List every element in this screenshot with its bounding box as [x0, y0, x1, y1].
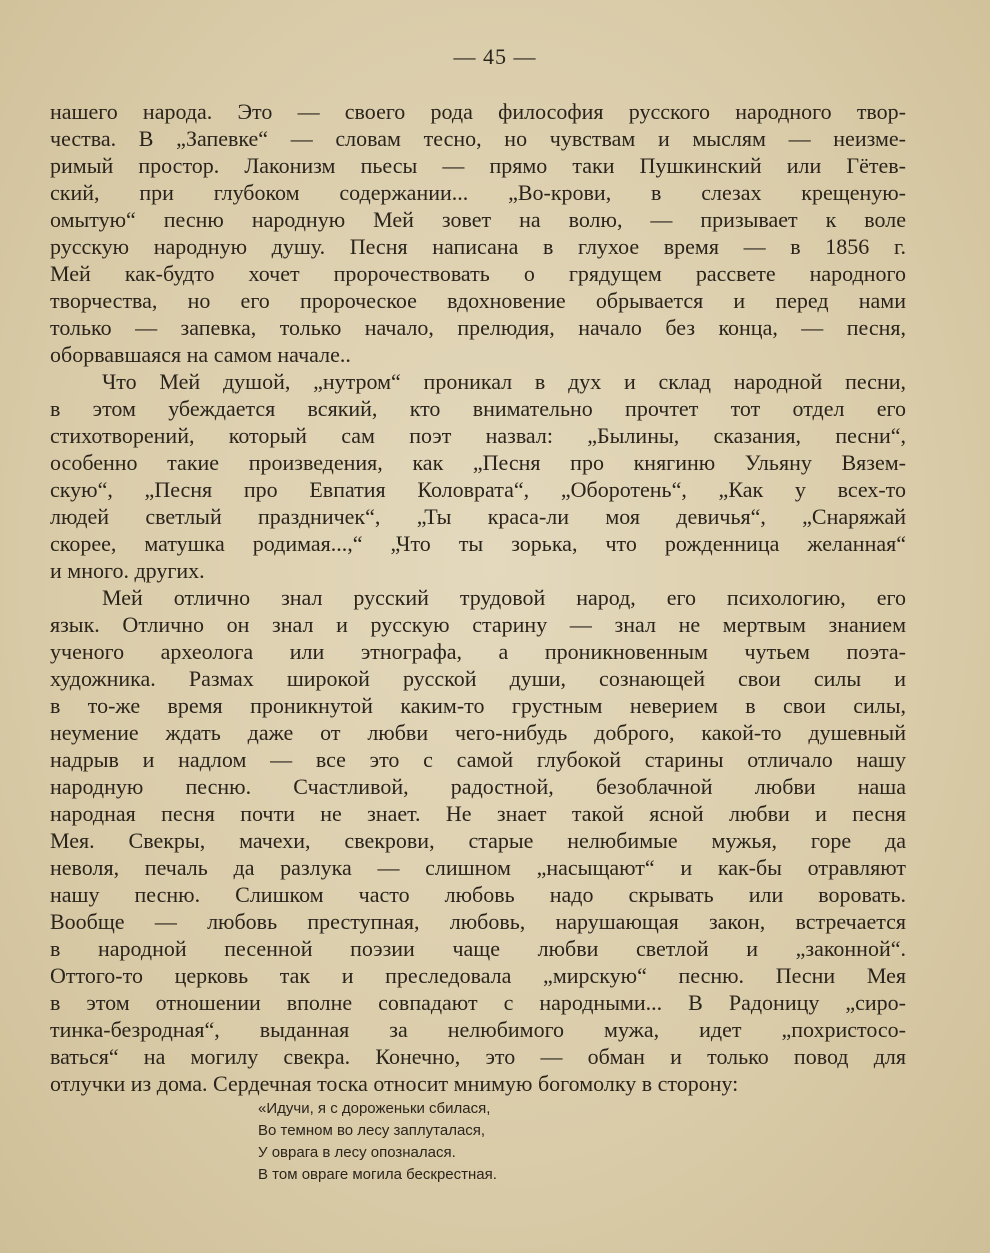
paragraph-2: [50, 368, 906, 584]
text-line: в этом убеждается всякий, кто внимательно прочтет тот отдел его: [50, 396, 906, 421]
poem-line: У оврага в лесу опознaлася.: [258, 1144, 456, 1161]
text-line: только — запевка, только начало, прелюдия, начало без конца, — песня,: [50, 315, 906, 340]
text-line: чества. В „Запевке“ — словам тесно, но чувствам и мыслям — неизме-: [50, 126, 906, 151]
text-line: омытую“ песню народную Мей зовет на волю, — призывает к воле: [50, 207, 906, 232]
text-line: Вообще — любовь преступная, любовь, нарушающая закон, встречается: [50, 909, 906, 934]
text-line: нашего народа. Это — своего рода философия русского народного твор-: [50, 99, 906, 124]
text-line: в этом отношении вполне совпадают с народными... В Радоницу „сиро-: [50, 990, 906, 1015]
text-line: художника. Размах широкой русской души, сознающей свои силы и: [50, 666, 906, 691]
text-line: творчества, но его пророческое вдохновение обрывается и перед нами: [50, 288, 906, 313]
text-line: ученого археолога или этнографа, а проникновенным чутьем поэта-: [50, 639, 906, 664]
text-line: народная песня почти не знает. Не знает такой ясной любви и песня: [50, 801, 906, 826]
text-line: оборвавшаяся на самом начале..: [50, 342, 351, 367]
text-line: скорее, матушка родимая...,“ „Что ты зорька, что рожденница желанная“: [50, 531, 906, 556]
text-line: надрыв и надлом — все это с самой глубокой старины отличало нашу: [50, 747, 906, 772]
text-line: Мей отлично знал русский трудовой народ, его психологию, его: [102, 585, 906, 610]
text-line: тинка-безродная“, выданная за нелюбимого мужа, идет „похристосо-: [50, 1017, 906, 1042]
text-line: ский, при глубоком содержании... „Во-крови, в слезах крещеную-: [50, 180, 906, 205]
text-line: особенно такие произведения, как „Песня про княгиню Ульяну Вязем-: [50, 450, 906, 475]
text-line: нашу песню. Слишком часто любовь надо скрывать или воровать.: [50, 882, 906, 907]
text-line: неумение ждать даже от любви чего-нибудь доброго, какой-то душевный: [50, 720, 906, 745]
text-line: русскую народную душу. Песня написана в глухое время — в 1856 г.: [50, 234, 906, 259]
paragraph-3: [50, 584, 906, 1097]
body-text: [50, 98, 906, 1097]
text-line: Мей как-будто хочет пророчествовать о грядущем рассвете народного: [50, 261, 906, 286]
text-line: ваться“ на могилу свекра. Конечно, это — обман и только повод для: [50, 1044, 906, 1069]
text-line: римый простор. Лаконизм пьесы — прямо таки Пушкинский или Гётев-: [50, 153, 906, 178]
page-number: — 45 —: [453, 44, 537, 69]
text-line: в то-же время проникнутой каким-то грустным неверием в свои силы,: [50, 693, 906, 718]
poem-line: В том овраге могила бескрестная.: [258, 1166, 497, 1183]
paragraph-1: [50, 98, 906, 368]
text-line: неволя, печаль да разлука — слишном „насыщают“ и как-бы отравляют: [50, 855, 906, 880]
text-line: язык. Отлично он знал и русскую старину — знал не мертвым знанием: [50, 612, 906, 637]
text-line: и много. других.: [50, 558, 205, 583]
text-line: в народной песенной поэзии чаще любви светлой и „законной“.: [50, 936, 906, 961]
poem-line: Во темном во лесу заплуталася,: [258, 1122, 486, 1139]
text-line: скую“, „Песня про Евпатия Коловрата“, „Оборотень“, „Как у всех-то: [50, 477, 906, 502]
text-line: стихотворений, который сам поэт назвал: „Былины, сказания, песни“,: [50, 423, 906, 448]
text-line: Оттого-то церковь так и преследовала „мирскую“ песню. Песни Мея: [50, 963, 906, 988]
text-line: Мея. Свекры, мачехи, свекрови, старые нелюбимые мужья, горе да: [50, 828, 906, 853]
text-line: отлучки из дома. Сердечная тоска относит мнимую богомолку в сторону:: [50, 1071, 739, 1096]
text-line: народную песню. Счастливой, радостной, безоблачной любви наша: [50, 774, 906, 799]
poem-quote: [258, 1098, 497, 1186]
text-line: Что Мей душой, „нутром“ проникал в дух и склад народной песни,: [102, 369, 906, 394]
poem-line: «Идучи, я с доpоженьки сбилася,: [258, 1100, 491, 1117]
text-line: людей светлый праздничек“, „Ты краса-ли моя девичья“, „Снаряжай: [50, 504, 906, 529]
